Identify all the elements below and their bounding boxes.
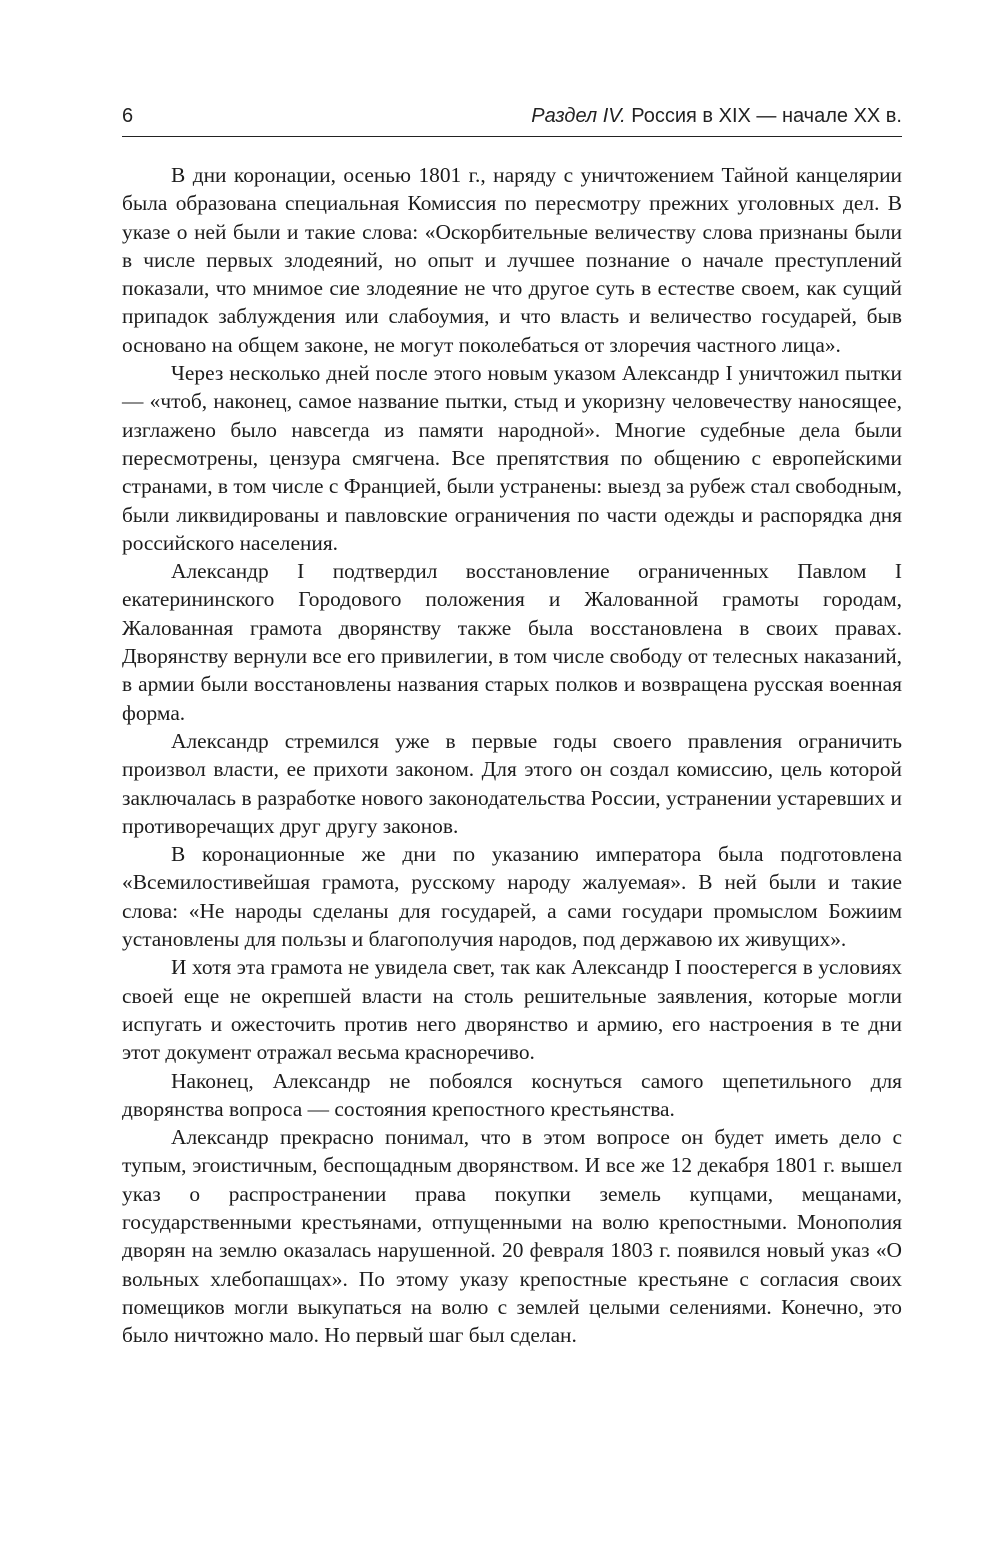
paragraph: Александр стремился уже в первые годы своего правления ограничить произвол власти, ее прихоти законом. Для этого он создал комиссию, цель которой заключалась в разработке нового законодательства России, устранении устаревших и противоречащих друг другу законов. <box>122 728 902 838</box>
paragraph: Через несколько дней после этого новым указом Александр I уничтожил пытки — «чтоб, наконец, самое название пытки, стыд и укоризну человечеству наносящее, изглажено было навсегда из памяти народной». Многие судебные дела были пересмотрены, цензура смягчена. Все препятствия по общению с европейскими странами, в том числе с Францией, были устранены: выезд за рубеж стал свободным, были ликвидированы и павловские ограничения по части одежды и распорядка дня российского населения. <box>122 361 902 555</box>
section-label: Раздел IV. <box>531 105 626 127</box>
running-header <box>122 100 902 132</box>
paragraph: В дни коронации, осенью 1801 г., наряду с уничтожением Тайной канцелярии была образована специальная Комиссия по пересмотру прежних уголовных дел. В указе о ней были и такие слова: «Оскорбительные величеству слова признаны были в числе первых злодеяний, но опыт и лучшее познание о начале преступлений показали, что мнимое сие злодеяние не что другое суть в естестве своем, как сущий припадок заблуждения или слабоумия, и что власть и величество государей, быв основано на общем законе, не могут поколебаться от злоречия частного лица». <box>122 163 902 357</box>
paragraph: И хотя эта грамота не увидела свет, так как Александр I поостерегся в условиях своей еще не окрепшей власти на столь решительные заявления, которые могли испугать и ожесточить против него дворянство и армию, его настроения в те дни этот документ отражал весьма красноречиво. <box>122 955 902 1065</box>
section-title <box>531 100 902 132</box>
text-body <box>122 161 902 1349</box>
paragraph: Александр прекрасно понимал, что в этом вопросе он будет иметь дело с тупым, эгоистичным, беспощадным дворянством. И все же 12 декабря 1801 г. вышел указ о распространении права покупки земель купцами, мещанами, государственными крестьянами, отпущенными на волю крепостными. Монополия дворян на землю оказалась нарушенной. 20 февраля 1803 г. появился новый указ «О вольных хлебопашцах». По этому указу крепостные крестьяне с согласия своих помещиков могли выкупаться на волю с землей целыми селениями. Конечно, это было ничтожно мало. Но первый шаг был сделан. <box>122 1125 902 1348</box>
header-rule <box>122 136 902 137</box>
paragraph: В коронационные же дни по указанию императора была подготовлена «Всемилостивейшая грамота, русскому народу жалуемая». В ней были и такие слова: «Не народы сделаны для государей, а сами государи промыслом Божиим установлены для пользы и благополучия народов, под державою их живущих». <box>122 842 902 952</box>
paragraph: Наконец, Александр не побоялся коснуться самого щепетильного для дворянства вопроса — состояния крепостного крестьянства. <box>122 1068 902 1121</box>
paragraph: Александр I подтвердил восстановление ограниченных Павлом I екатерининского Городового положения и Жалованной грамоты городам, Жалованная грамота дворянству также была восстановлена в своих правах. Дворянству вернули все его привилегии, в том числе свободу от телесных наказаний, в армии были восстановлены названия старых полков и возвращена русская военная форма. <box>122 559 902 725</box>
section-title-text: Россия в XIX — начале XX в. <box>625 105 902 127</box>
page-number: 6 <box>122 105 134 127</box>
